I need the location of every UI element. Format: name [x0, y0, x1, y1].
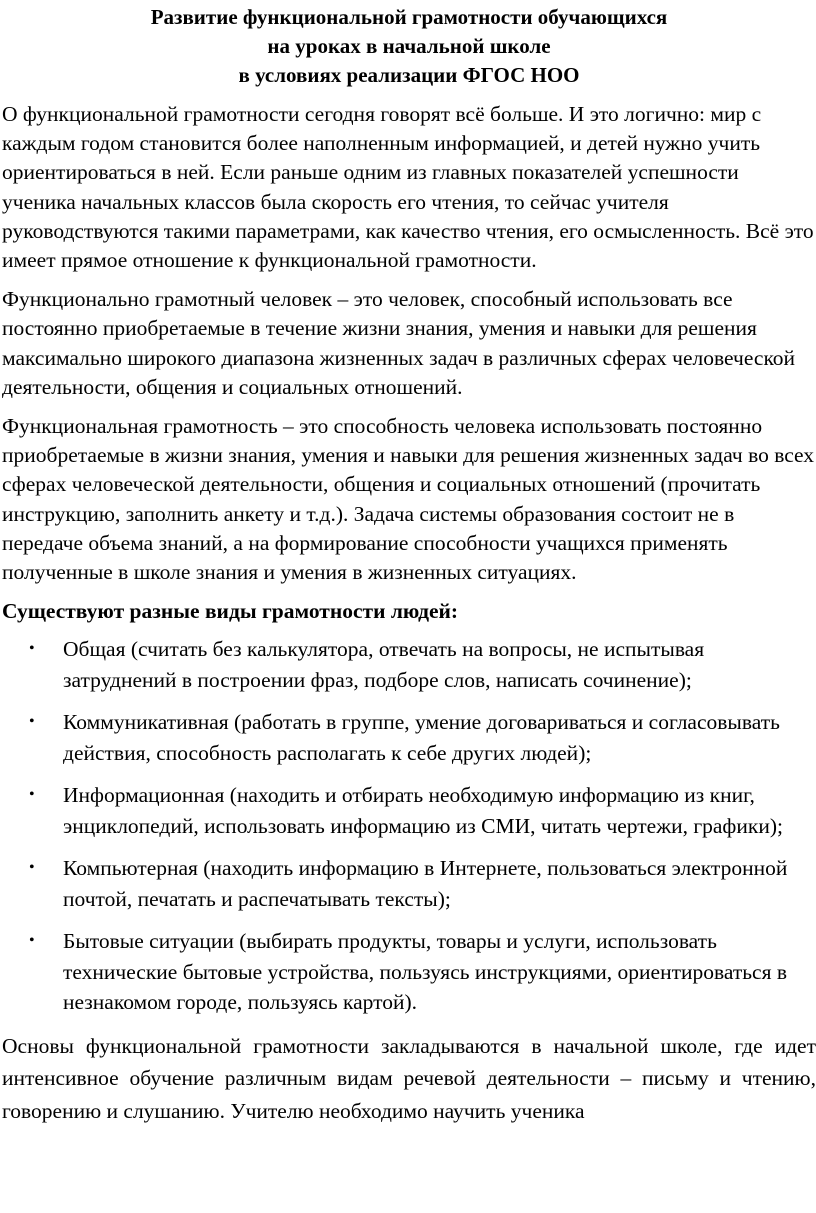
list-item-text: Коммуникативная (работать в группе, умение договариваться и согласовывать действия, способность располагать к себе других людей); [63, 710, 780, 765]
definition-person-paragraph: Функционально грамотный человек – это человек, способный использовать все постоянно приобретаемые в течение жизни знания, умения и навыки для решения максимально широкого диапазона жизненных задач в различных сферах человеческой деятельности, общения и социальных отношений. [2, 287, 796, 399]
bullet-icon: • [29, 786, 35, 804]
list-item-text: Общая (считать без калькулятора, отвечать на вопросы, не испытывая затруднений в построении фраз, подборе слов, написать сочинение); [63, 637, 705, 692]
bullet-icon: • [29, 640, 35, 658]
literacy-kinds-heading: Существуют разные виды грамотности людей: [2, 599, 459, 624]
list-item-text: Компьютерная (находить информацию в Интернете, пользоваться электронной почтой, печатать и распечатывать тексты); [63, 856, 788, 911]
document-page [2, 0, 816, 1127]
list-item-everyday [2, 926, 816, 1018]
list-item-computer [2, 853, 816, 914]
definition-literacy-paragraph: Функциональная грамотность – это способность человека использовать постоянно приобретаемые в жизни знания, умения и навыки для решения жизненных задач во всех сферах человеческой деятельности, общения и социальных отношений (прочитать инструкцию, заполнить анкету и т.д.). Задача системы образования состоит не в передаче объема знаний, а на формирование способности учащихся применять полученные в школе знания и умения в жизненных ситуациях. [2, 414, 815, 585]
closing-paragraph: Основы функциональной грамотности закладываются в начальной школе, где идет интенсивное обучение различным видам речевой деятельности – письму и чтению, говорению и слушанию. Учителю необходимо научить ученика [2, 1033, 816, 1123]
bullet-icon: • [29, 932, 35, 950]
literacy-kinds-list [2, 634, 816, 1018]
bullet-icon: • [29, 713, 35, 731]
list-item-informational [2, 780, 816, 841]
intro-paragraph: О функциональной грамотности сегодня говорят всё больше. И это логично: мир с каждым годом становится более наполненным информацией, и детей нужно учить ориентироваться в ней. Если раньше одним из главных показателей успешности ученика начальных классов была скорость его чтения, то сейчас учителя руководствуются такими параметрами, как качество чтения, его осмысленность. Всё это имеет прямое отношение к функциональной грамотности. [2, 102, 814, 273]
list-item-text: Бытовые ситуации (выбирать продукты, товары и услуги, использовать технические бытовые устройства, пользуясь инструкциями, ориентироваться в незнакомом городе, пользуясь картой). [63, 929, 788, 1015]
list-item-text: Информационная (находить и отбирать необходимую информацию из книг, энциклопедий, использовать информацию из СМИ, читать чертежи, графики); [63, 783, 783, 838]
title-line-3: в условиях реализации ФГОС НОО [238, 63, 580, 87]
title-line-2: на уроках в начальной школе [267, 34, 551, 58]
list-item-general [2, 634, 816, 695]
document-title [2, 3, 816, 90]
title-line-1: Развитие функциональной грамотности обучающихся [150, 5, 668, 29]
bullet-icon: • [29, 859, 35, 877]
list-item-communicative [2, 707, 816, 768]
